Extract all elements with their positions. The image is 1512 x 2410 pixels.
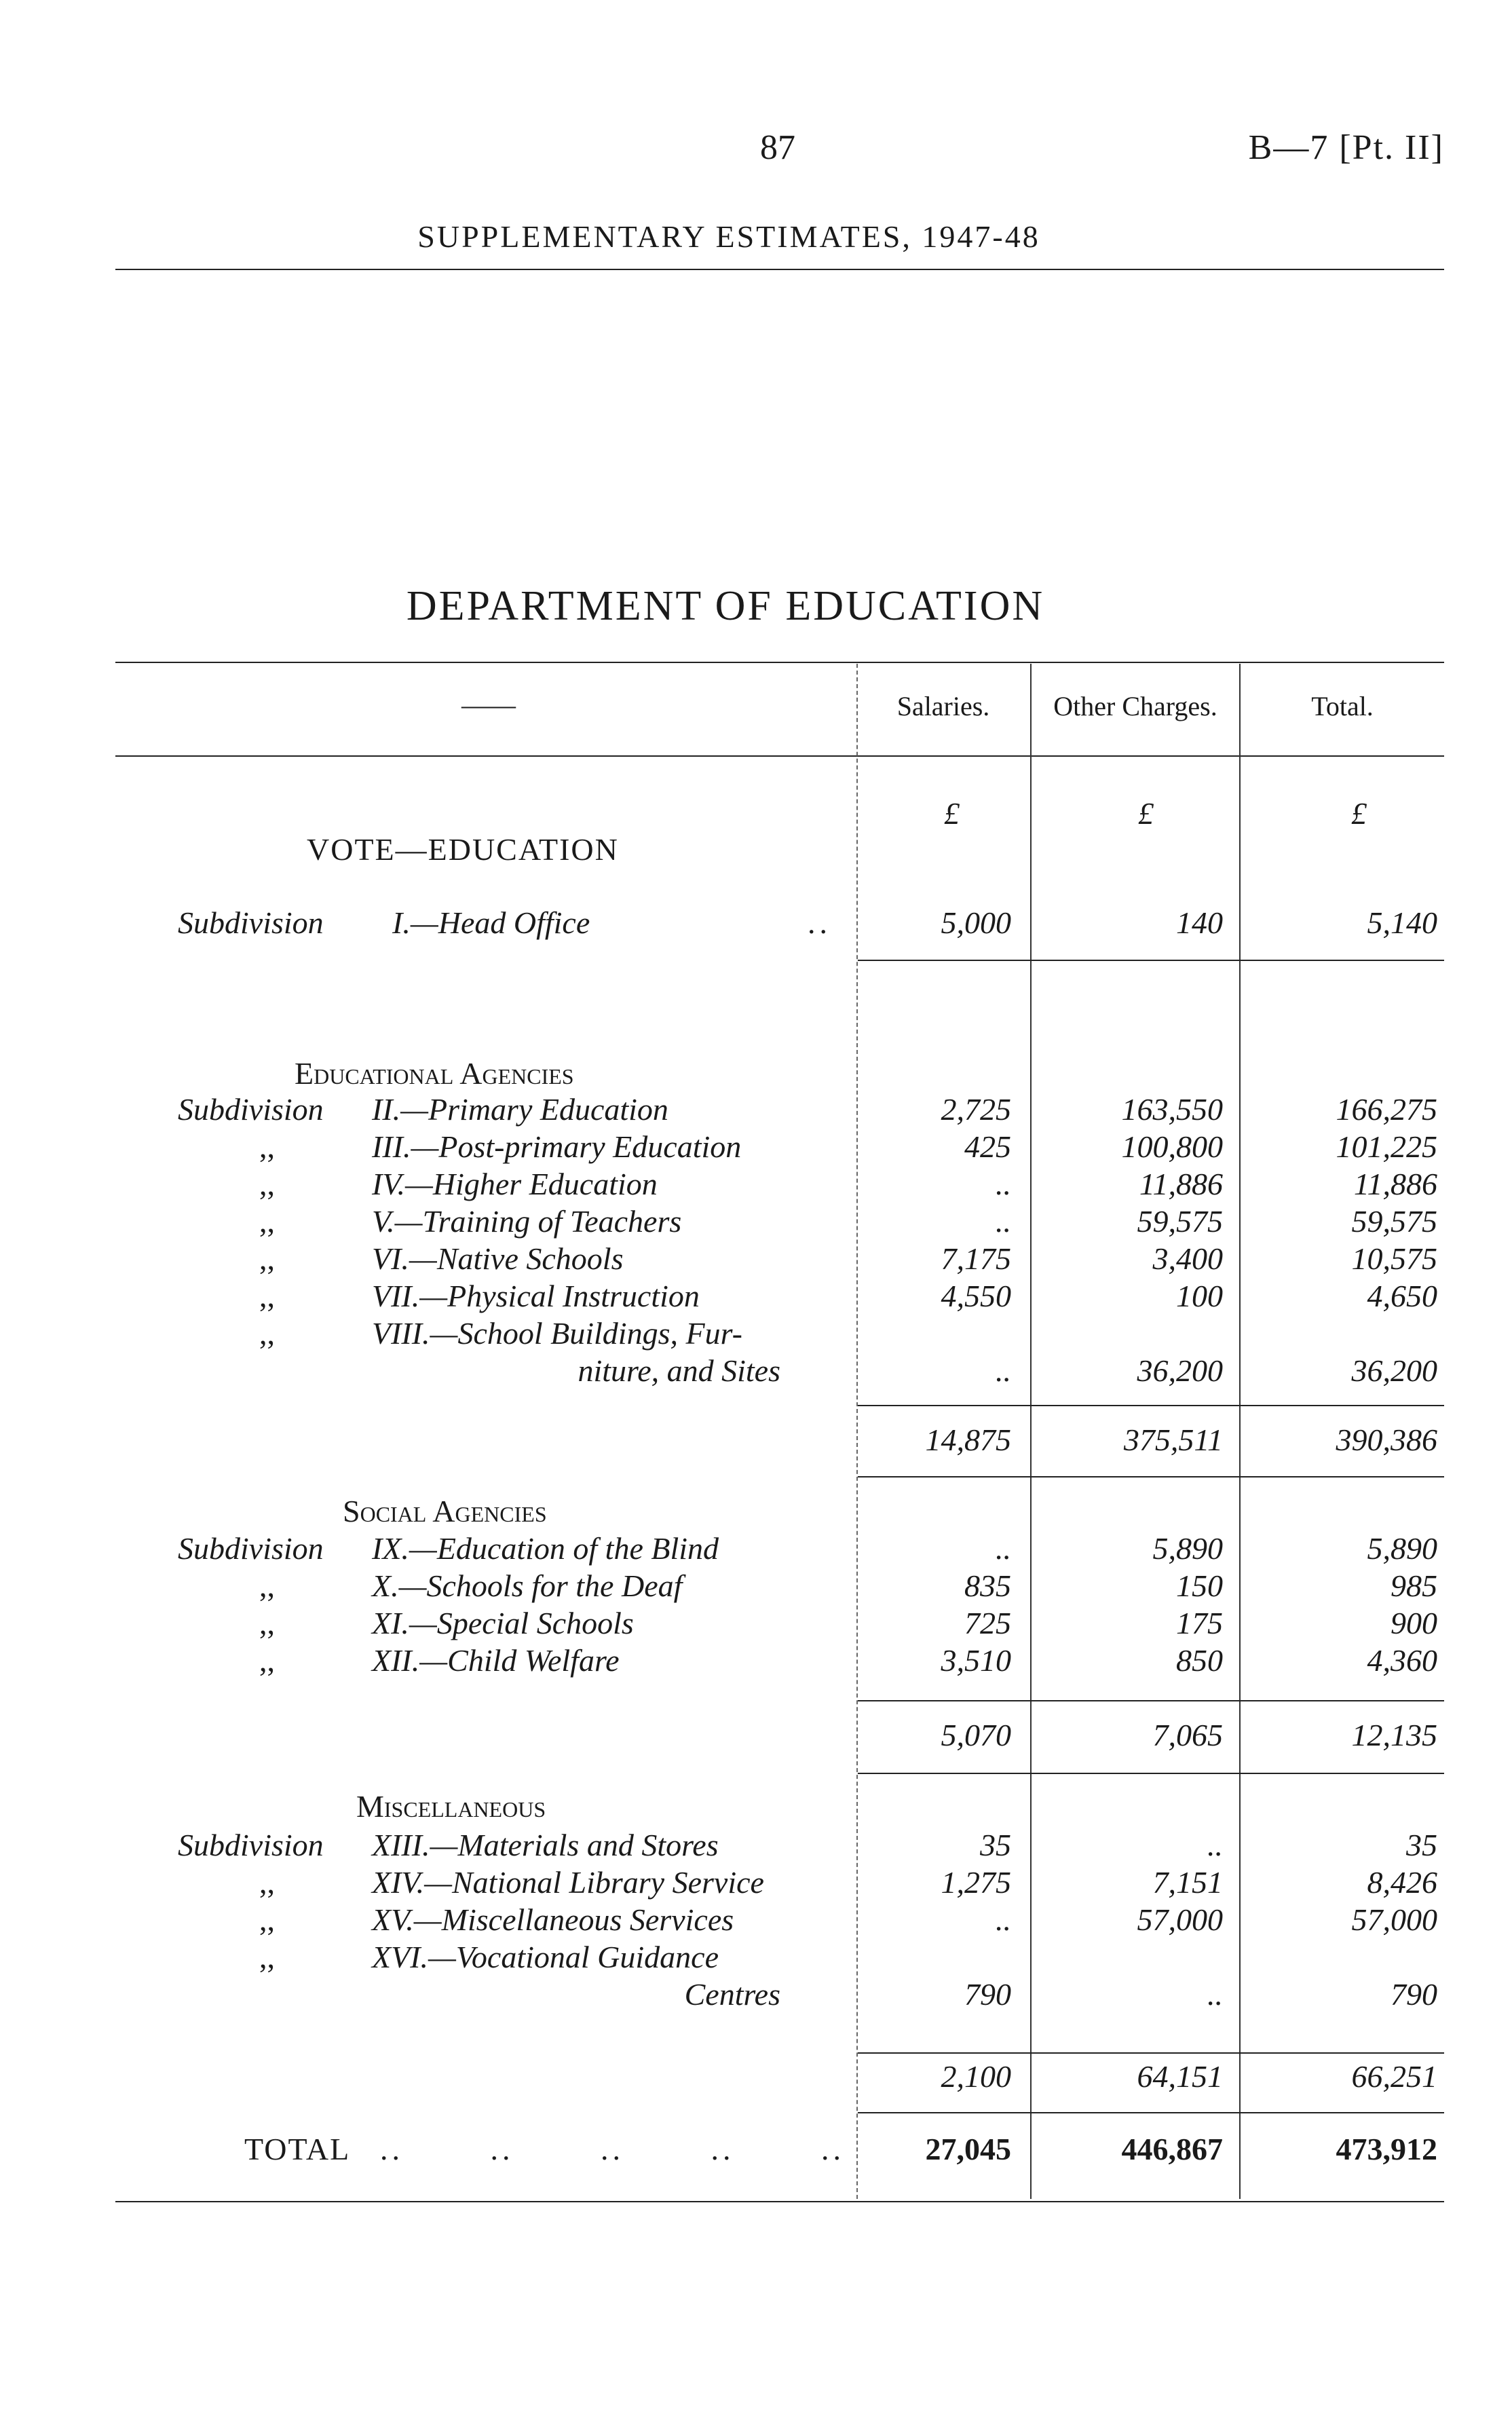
educational-ditto: ,,: [259, 1241, 275, 1276]
educational-row-label: III.—Post-primary Education: [372, 1129, 742, 1164]
misc-row-label: XIV.—National Library Service: [372, 1865, 764, 1900]
social-row-salaries: 3,510: [941, 1643, 1011, 1678]
social-subtotal-total: 12,135: [1351, 1718, 1437, 1752]
misc-row-label: XV.—Miscellaneous Services: [372, 1902, 734, 1937]
educational-subtotal-other: 375,511: [1123, 1423, 1223, 1457]
social-ditto: ,,: [259, 1606, 275, 1640]
blank-column-header: ——: [461, 690, 516, 720]
page-number: 87: [760, 128, 795, 167]
educational-ditto: ,,: [259, 1129, 275, 1164]
educational-row-salaries: ..: [996, 1204, 1011, 1239]
educational-row-total: 10,575: [1351, 1241, 1437, 1276]
vote-heading: VOTE—EDUCATION: [307, 832, 619, 867]
misc-subtotal-rule-bottom: [858, 2112, 1444, 2113]
educational-row-other: 59,575: [1137, 1204, 1223, 1239]
grand-total-other: 446,867: [1121, 2132, 1223, 2166]
educational-row-label-cont: niture, and Sites: [578, 1353, 780, 1388]
head-office-salaries: 5,000: [941, 905, 1011, 940]
educational-row-label: V.—Training of Teachers: [372, 1204, 682, 1239]
social-subtotal-rule-top: [858, 1700, 1444, 1701]
grand-total-label: TOTAL: [244, 2132, 351, 2166]
social-row-salaries: 835: [964, 1568, 1011, 1603]
educational-ditto: ,,: [259, 1279, 275, 1313]
educational-row-other: 163,550: [1121, 1092, 1223, 1127]
misc-row-label: XIII.—Materials and Stores: [372, 1828, 719, 1862]
social-row-total: 5,890: [1367, 1531, 1437, 1566]
document-reference: B—7 [Pt. II]: [1248, 128, 1444, 167]
misc-row-salaries: 1,275: [941, 1865, 1011, 1900]
social-row-total: 4,360: [1367, 1643, 1437, 1678]
educational-row-label: VII.—Physical Instruction: [372, 1279, 700, 1313]
column-header-rule: [115, 755, 1444, 757]
grand-total-salaries: 27,045: [925, 2132, 1011, 2166]
social-row-salaries: 725: [964, 1606, 1011, 1640]
educational-row-salaries: 4,550: [941, 1279, 1011, 1313]
social-ditto: ,,: [259, 1643, 275, 1678]
misc-row-total: 57,000: [1351, 1902, 1437, 1937]
misc-subtotal-other: 64,151: [1137, 2059, 1223, 2094]
social-row-other: 850: [1176, 1643, 1223, 1678]
misc-subdivision: Subdivision: [178, 1828, 324, 1862]
educational-row-label: VI.—Native Schools: [372, 1241, 624, 1276]
educational-row-label: IV.—Higher Education: [372, 1167, 658, 1201]
social-row-label: X.—Schools for the Deaf: [372, 1568, 683, 1603]
educational-row-other: 36,200: [1137, 1353, 1223, 1388]
educational-agencies-heading: Educational Agencies: [295, 1056, 574, 1091]
educational-row-other: 3,400: [1152, 1241, 1223, 1276]
misc-row-salaries: 790: [964, 1977, 1011, 2012]
misc-subtotal-total: 66,251: [1351, 2059, 1437, 2094]
educational-subtotal-salaries: 14,875: [925, 1423, 1011, 1457]
currency-salaries: £: [944, 796, 960, 831]
misc-ditto: ,,: [259, 1902, 275, 1937]
educational-row-other: 100,800: [1121, 1129, 1223, 1164]
leader-dots: ..: [808, 905, 831, 940]
currency-total: £: [1351, 796, 1367, 831]
currency-other: £: [1138, 796, 1154, 831]
head-office-total: 5,140: [1367, 905, 1437, 940]
educational-ditto: ,,: [259, 1316, 275, 1351]
educational-subtotal-rule-top: [858, 1405, 1444, 1406]
head-office-label: I.—Head Office: [392, 905, 590, 940]
misc-row-other: 7,151: [1152, 1865, 1223, 1900]
misc-subtotal-rule-top: [858, 2052, 1444, 2054]
misc-subtotal-salaries: 2,100: [941, 2059, 1011, 2094]
educational-row-total: 59,575: [1351, 1204, 1437, 1239]
educational-row-salaries: 7,175: [941, 1241, 1011, 1276]
misc-row-other: ..: [1207, 1977, 1223, 2012]
educational-row-label: VIII.—School Buildings, Fur-: [372, 1316, 742, 1351]
educational-row-total: 101,225: [1336, 1129, 1437, 1164]
misc-row-salaries: ..: [996, 1902, 1011, 1937]
educational-row-total: 4,650: [1367, 1279, 1437, 1313]
department-title: DEPARTMENT OF EDUCATION: [406, 583, 1045, 629]
misc-row-salaries: 35: [980, 1828, 1011, 1862]
social-ditto: ,,: [259, 1568, 275, 1603]
social-subtotal-rule-bottom: [858, 1773, 1444, 1774]
educational-row-other: 11,886: [1139, 1167, 1223, 1201]
head-office-rule: [858, 960, 1444, 961]
table-bottom-rule: [115, 2201, 1444, 2202]
grand-total-leader: .. .. .. .. ..: [380, 2132, 845, 2166]
educational-subtotal-rule-bottom: [858, 1476, 1444, 1477]
salaries-column-header: Salaries.: [896, 691, 990, 721]
social-row-other: 150: [1176, 1568, 1223, 1603]
header-rule: [115, 269, 1444, 270]
educational-row-salaries: ..: [996, 1167, 1011, 1201]
educational-row-salaries: 425: [964, 1129, 1011, 1164]
misc-row-total: 8,426: [1367, 1865, 1437, 1900]
page-title: SUPPLEMENTARY ESTIMATES, 1947-48: [417, 219, 1040, 254]
educational-row-total: 36,200: [1351, 1353, 1437, 1388]
educational-row-label: II.—Primary Education: [372, 1092, 668, 1127]
social-row-other: 5,890: [1152, 1531, 1223, 1566]
educational-row-salaries: 2,725: [941, 1092, 1011, 1127]
misc-row-label: XVI.—Vocational Guidance: [372, 1940, 719, 1974]
educational-subtotal-total: 390,386: [1336, 1423, 1437, 1457]
social-subdivision: Subdivision: [178, 1531, 324, 1566]
educational-ditto: ,,: [259, 1167, 275, 1201]
misc-row-label-cont: Centres: [684, 1977, 780, 2012]
social-subtotal-salaries: 5,070: [941, 1718, 1011, 1752]
social-row-other: 175: [1176, 1606, 1223, 1640]
misc-ditto: ,,: [259, 1865, 275, 1900]
miscellaneous-heading: Miscellaneous: [356, 1789, 546, 1824]
misc-row-other: ..: [1207, 1828, 1223, 1862]
social-row-salaries: ..: [996, 1531, 1011, 1566]
total-column-header: Total.: [1311, 691, 1374, 721]
social-row-total: 900: [1391, 1606, 1437, 1640]
head-office-subdivision: Subdivision: [178, 905, 324, 940]
social-row-label: IX.—Education of the Blind: [372, 1531, 719, 1566]
misc-row-other: 57,000: [1137, 1902, 1223, 1937]
misc-row-total: 35: [1406, 1828, 1437, 1862]
misc-row-total: 790: [1391, 1977, 1437, 2012]
educational-ditto: ,,: [259, 1204, 275, 1239]
educational-row-salaries: ..: [996, 1353, 1011, 1388]
grand-total-total: 473,912: [1336, 2132, 1437, 2166]
educational-row-other: 100: [1176, 1279, 1223, 1313]
educational-row-total: 11,886: [1353, 1167, 1437, 1201]
social-row-label: XII.—Child Welfare: [372, 1643, 620, 1678]
educational-row-total: 166,275: [1336, 1092, 1437, 1127]
head-office-other: 140: [1176, 905, 1223, 940]
educational-subdivision: Subdivision: [178, 1092, 324, 1127]
social-subtotal-other: 7,065: [1152, 1718, 1223, 1752]
social-row-label: XI.—Special Schools: [372, 1606, 634, 1640]
social-agencies-heading: Social Agencies: [343, 1494, 547, 1528]
misc-ditto: ,,: [259, 1940, 275, 1974]
table-top-rule: [115, 662, 1444, 663]
other-charges-column-header: Other Charges.: [1053, 691, 1217, 721]
social-row-total: 985: [1391, 1568, 1437, 1603]
